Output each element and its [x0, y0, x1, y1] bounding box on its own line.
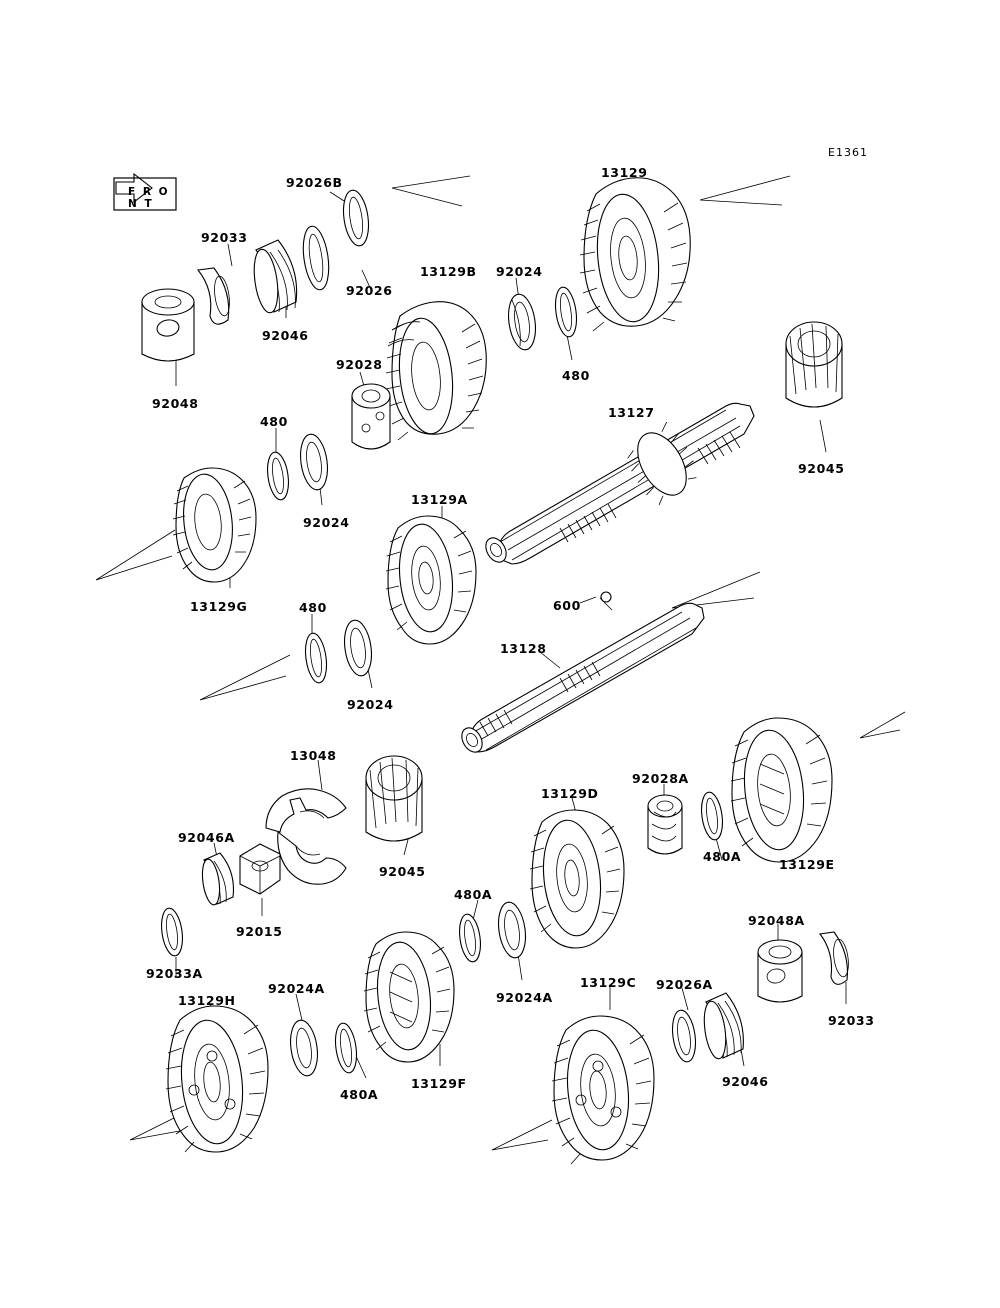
- part-label: 13129: [601, 165, 648, 180]
- part-13129F: [364, 932, 454, 1062]
- part-480A-right: [699, 791, 725, 841]
- part-13129B: [386, 302, 486, 440]
- part-label: 480A: [454, 887, 493, 902]
- part-92026A: [669, 1009, 698, 1064]
- part-label: 13129H: [178, 993, 236, 1008]
- part-92015: [240, 844, 280, 894]
- part-label: 13127: [608, 405, 655, 420]
- part-13129G: [173, 468, 256, 582]
- part-label: 92026: [346, 283, 393, 298]
- part-92024-second: [341, 618, 375, 677]
- part-92028: [352, 384, 390, 449]
- part-13129H: [166, 1006, 268, 1152]
- part-label: 92045: [379, 864, 426, 879]
- part-label: 92033A: [146, 966, 203, 981]
- part-label: 92028: [336, 357, 383, 372]
- part-label: 480A: [340, 1087, 379, 1102]
- part-92026B: [340, 189, 372, 248]
- part-label: 13129C: [580, 975, 637, 990]
- part-label: 92026B: [286, 175, 343, 190]
- part-92033-bottom: [820, 932, 851, 984]
- part-480-second: [303, 632, 330, 684]
- part-label: 13129G: [190, 599, 248, 614]
- part-label: 92046A: [178, 830, 235, 845]
- part-label: 13129B: [420, 264, 477, 279]
- part-label: 13129A: [411, 492, 468, 507]
- part-92046-bottom: [701, 993, 743, 1060]
- part-13129D: [530, 810, 624, 948]
- part-label: 480: [260, 414, 288, 429]
- part-label: 92024: [496, 264, 543, 279]
- part-label: 92045: [798, 461, 845, 476]
- part-92045-top: [786, 322, 842, 407]
- part-13129: [580, 178, 690, 331]
- part-label: 92048A: [748, 913, 805, 928]
- part-92024A-left: [287, 1018, 321, 1077]
- part-600-ball: [580, 592, 611, 603]
- part-92046A: [200, 853, 234, 906]
- part-label: 92024: [347, 697, 394, 712]
- part-480A-mid: [457, 913, 483, 963]
- part-92024-left: [297, 432, 331, 491]
- part-label: 92024A: [496, 990, 553, 1005]
- part-label: 92033: [201, 230, 248, 245]
- part-92045-second: [366, 756, 422, 841]
- part-label: 13128: [500, 641, 547, 656]
- part-480A-left: [333, 1022, 360, 1074]
- part-92026: [300, 225, 333, 292]
- front-label: F R O N T: [128, 186, 170, 210]
- part-label: 13048: [290, 748, 337, 763]
- part-13129C: [552, 1016, 654, 1164]
- part-480-left: [265, 451, 291, 501]
- part-92046-top: [251, 240, 297, 314]
- drawing-id: E1361: [828, 146, 868, 159]
- part-label: 92028A: [632, 771, 689, 786]
- part-13129A: [386, 516, 476, 644]
- part-label: 92048: [152, 396, 199, 411]
- part-label: 92046: [262, 328, 309, 343]
- part-92024-top: [505, 292, 539, 351]
- part-label: 92024: [303, 515, 350, 530]
- part-92033-top: [198, 268, 232, 324]
- part-label: 13129E: [779, 857, 835, 872]
- part-label: 92026A: [656, 977, 713, 992]
- part-13127-shaft: [482, 403, 754, 565]
- part-13129E: [731, 718, 832, 862]
- part-label: 480A: [703, 849, 742, 864]
- part-92048: [142, 289, 194, 361]
- part-label: 13129D: [541, 786, 599, 801]
- part-label: 480: [299, 600, 327, 615]
- part-label: 13129F: [411, 1076, 467, 1091]
- part-label: 480: [562, 368, 590, 383]
- part-480-top: [553, 286, 580, 338]
- part-92024A-mid: [495, 900, 529, 959]
- part-92033A: [159, 907, 185, 957]
- part-92048A: [758, 940, 802, 1002]
- part-92028A: [648, 795, 682, 854]
- part-label: 600: [553, 598, 581, 613]
- part-13128-shaft: [458, 603, 704, 755]
- part-label: 92046: [722, 1074, 769, 1089]
- part-label: 92033: [828, 1013, 875, 1028]
- part-label: 92024A: [268, 981, 325, 996]
- part-label: 92015: [236, 924, 283, 939]
